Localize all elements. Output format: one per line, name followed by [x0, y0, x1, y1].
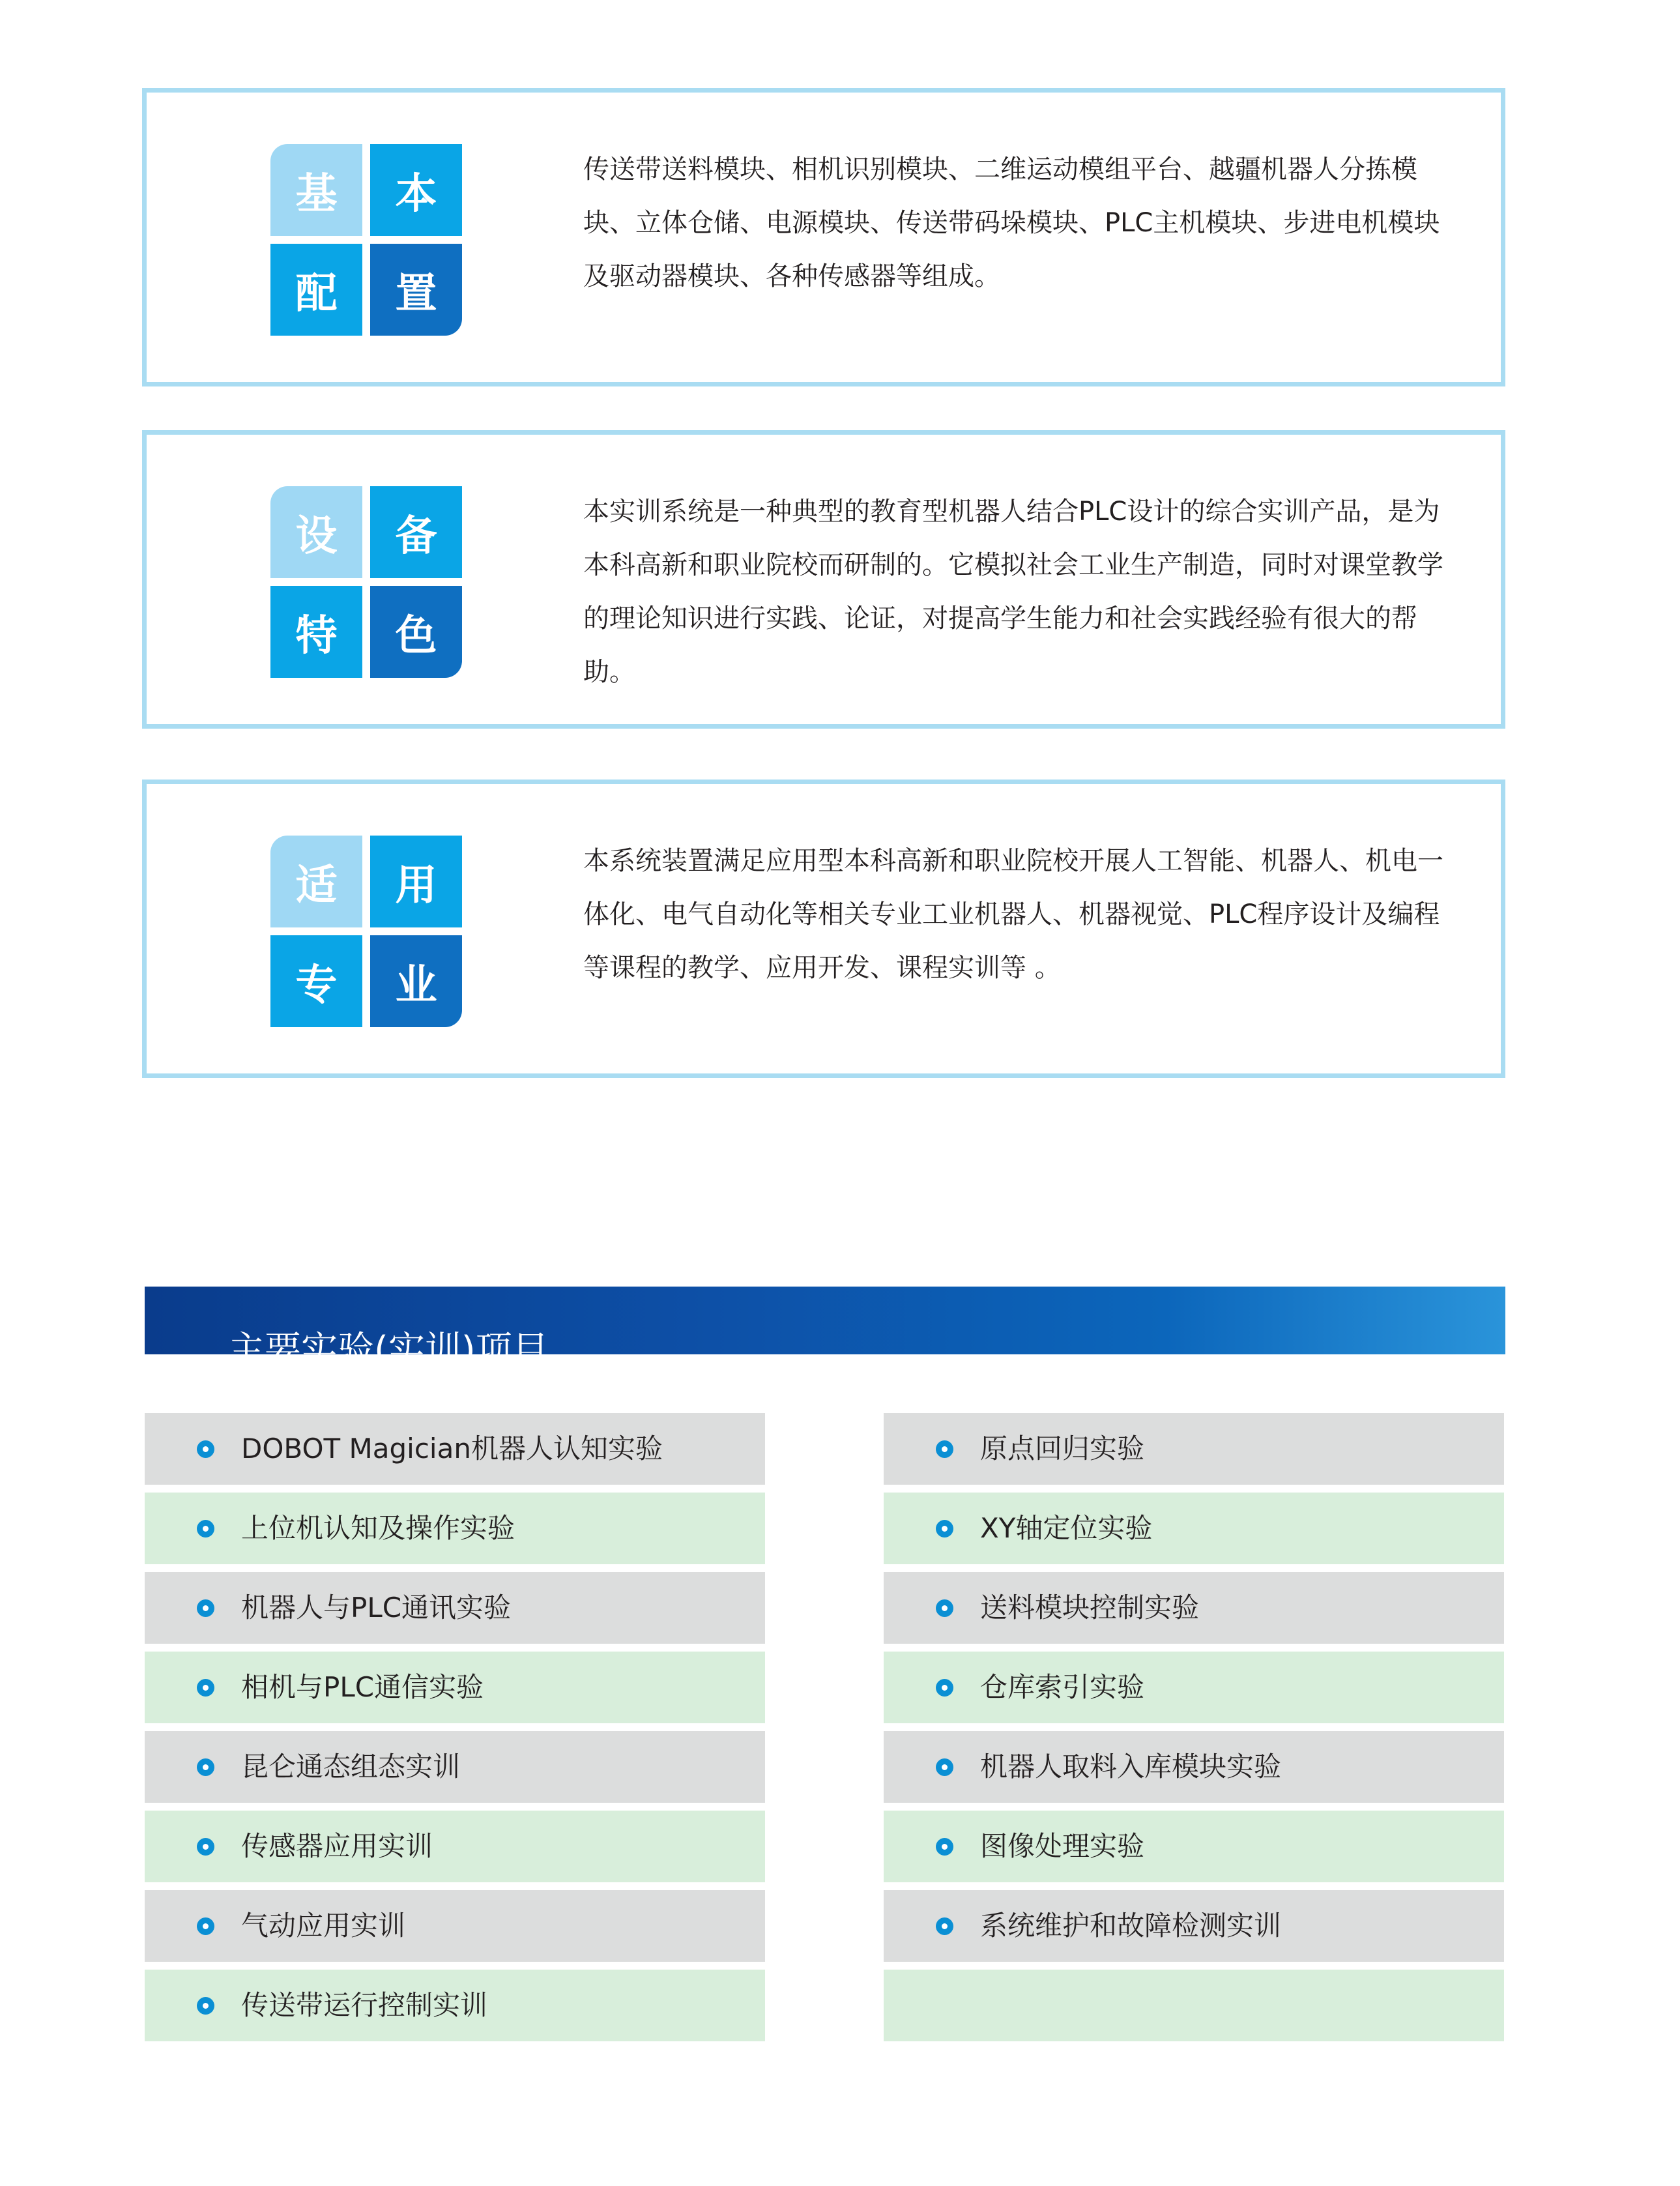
bullet-icon [197, 1997, 214, 2015]
experiment-item [145, 1493, 765, 1564]
experiment-label: XY轴定位实验 [980, 1512, 1153, 1544]
bullet-icon [197, 1917, 214, 1935]
bullet-icon [197, 1440, 214, 1458]
bullet-icon [936, 1917, 953, 1935]
bullet-icon [197, 1679, 214, 1697]
bullet-icon [936, 1520, 953, 1537]
badge-tile: 特 [270, 586, 362, 678]
experiment-label: 气动应用实训 [241, 1910, 406, 1942]
bullet-icon [197, 1758, 214, 1776]
badge-tile: 专 [270, 935, 362, 1027]
experiment-label: 相机与PLC通信实验 [241, 1671, 484, 1703]
experiment-item [884, 1413, 1504, 1485]
section-title: 主要实验(实训)项目 [228, 1329, 549, 1372]
experiment-item [884, 1731, 1504, 1803]
bullet-icon [936, 1838, 953, 1856]
experiment-label: 传送带运行控制实训 [241, 1989, 488, 2021]
experiment-item [884, 1811, 1504, 1882]
experiment-item [884, 1890, 1504, 1962]
badge-features [270, 486, 462, 678]
bullet-icon [197, 1599, 214, 1617]
info-card-features [142, 430, 1505, 729]
experiment-item [145, 1811, 765, 1882]
card-description: 本实训系统是一种典型的教育型机器人结合PLC设计的综合实训产品，是为本科高新和职业院校而研制的。它模拟社会工业生产制造，同时对课堂教学的理论知识进行实践、论证，对提高学生能力和社会实践经验有很大的帮助。 [583, 497, 1443, 687]
bullet-icon [936, 1679, 953, 1697]
experiment-item [145, 1572, 765, 1644]
bullet-icon [197, 1520, 214, 1537]
experiment-label: DOBOT Magician机器人认知实验 [241, 1433, 663, 1465]
experiment-item [145, 1413, 765, 1485]
badge-tile: 备 [370, 486, 462, 578]
experiment-label: 机器人取料入库模块实验 [980, 1751, 1282, 1783]
badge-tile: 置 [370, 244, 462, 336]
bullet-icon [197, 1838, 214, 1856]
experiment-label: 原点回归实验 [980, 1433, 1145, 1465]
experiment-label: 机器人与PLC通讯实验 [241, 1592, 512, 1624]
badge-tile: 用 [370, 836, 462, 927]
bullet-icon [936, 1599, 953, 1617]
experiment-item [884, 1493, 1504, 1564]
info-card-applicable-majors [142, 780, 1505, 1078]
experiment-item [145, 1731, 765, 1803]
experiment-item [884, 1572, 1504, 1644]
bullet-icon [936, 1440, 953, 1458]
badge-tile: 本 [370, 144, 462, 236]
badge-tile: 适 [270, 836, 362, 927]
badge-tile: 设 [270, 486, 362, 578]
badge-applicable-majors [270, 836, 462, 1027]
experiment-item-empty [884, 1970, 1504, 2041]
experiment-label: 图像处理实验 [980, 1830, 1145, 1862]
experiment-label: 传感器应用实训 [241, 1830, 433, 1862]
experiment-label: 昆仑通态组态实训 [241, 1751, 461, 1783]
bullet-icon [936, 1758, 953, 1776]
experiment-label: 仓库索引实验 [980, 1671, 1145, 1703]
experiment-item [145, 1652, 765, 1723]
badge-tile: 基 [270, 144, 362, 236]
experiment-label: 送料模块控制实验 [980, 1592, 1200, 1624]
badge-tile: 色 [370, 586, 462, 678]
badge-tile: 配 [270, 244, 362, 336]
experiment-item [145, 1970, 765, 2041]
experiment-item [145, 1890, 765, 1962]
experiment-label: 上位机认知及操作实验 [241, 1512, 515, 1544]
card-description: 本系统装置满足应用型本科高新和职业院校开展人工智能、机器人、机电一体化、电气自动化等相关专业工业机器人、机器视觉、PLC程序设计及编程等课程的教学、应用开发、课程实训等 。 [583, 846, 1443, 983]
card-description: 传送带送料模块、相机识别模块、二维运动模组平台、越疆机器人分拣模块、立体仓储、电源模块、传送带码垛模块、PLC主机模块、步进电机模块及驱动器模块、各种传感器等组成。 [583, 154, 1440, 291]
info-card-basic-config [142, 88, 1505, 386]
badge-basic-config [270, 144, 462, 336]
experiment-item [884, 1652, 1504, 1723]
section-banner [145, 1287, 1505, 1372]
badge-tile: 业 [370, 935, 462, 1027]
experiment-label: 系统维护和故障检测实训 [980, 1910, 1282, 1942]
